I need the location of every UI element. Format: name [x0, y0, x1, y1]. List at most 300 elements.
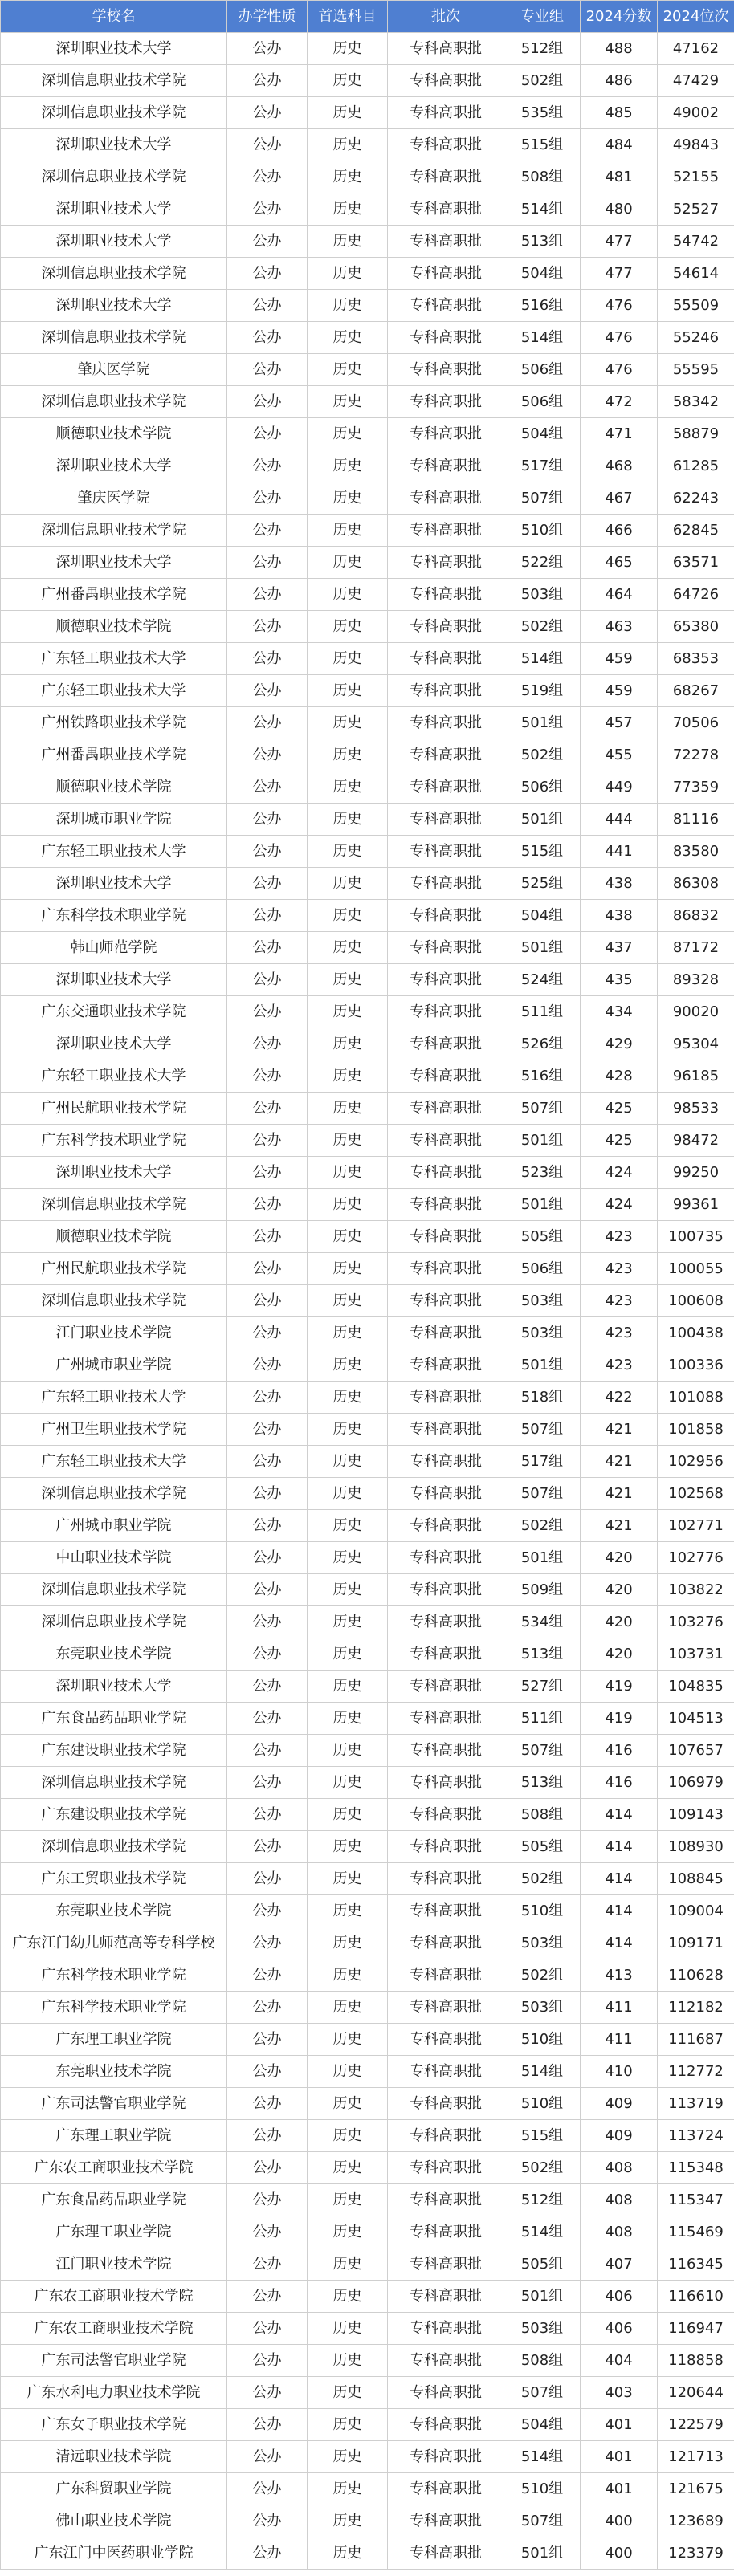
- score-cell: 408: [581, 2184, 658, 2216]
- batch-cell: 专科高职批: [388, 804, 504, 836]
- rank-cell: 49843: [658, 129, 734, 161]
- table-row: [1, 1510, 734, 1542]
- batch-cell: 专科高职批: [388, 900, 504, 932]
- table-row: [1, 1606, 734, 1638]
- school-name-cell: 深圳信息职业技术学院: [1, 386, 227, 418]
- rank-cell: 100055: [658, 1253, 734, 1285]
- school-name-cell: 深圳信息职业技术学院: [1, 65, 227, 97]
- rank-cell: 103822: [658, 1574, 734, 1606]
- major-group-cell: 503组: [504, 1992, 581, 2024]
- primary-subject-cell: 历史: [308, 579, 388, 611]
- batch-cell: 专科高职批: [388, 1799, 504, 1831]
- batch-cell: 专科高职批: [388, 1317, 504, 1349]
- major-group-cell: 506组: [504, 354, 581, 386]
- school-name-cell: 广州番禺职业技术学院: [1, 739, 227, 771]
- rank-cell: 54614: [658, 258, 734, 290]
- major-group-cell: 519组: [504, 675, 581, 707]
- school-type-cell: 公办: [227, 1478, 308, 1510]
- rank-cell: 64726: [658, 579, 734, 611]
- score-cell: 472: [581, 386, 658, 418]
- school-name-cell: 广东食品药品职业学院: [1, 1703, 227, 1735]
- school-type-cell: 公办: [227, 97, 308, 129]
- rank-cell: 52527: [658, 193, 734, 226]
- major-group-cell: 508组: [504, 1799, 581, 1831]
- school-type-cell: 公办: [227, 1895, 308, 1927]
- major-group-cell: 507组: [504, 2377, 581, 2409]
- school-type-cell: 公办: [227, 1093, 308, 1125]
- score-cell: 410: [581, 2056, 658, 2088]
- table-row: [1, 2281, 734, 2313]
- score-cell: 416: [581, 1767, 658, 1799]
- batch-cell: 专科高职批: [388, 1735, 504, 1767]
- major-group-cell: 501组: [504, 1125, 581, 1157]
- major-group-cell: 504组: [504, 900, 581, 932]
- batch-cell: 专科高职批: [388, 1542, 504, 1574]
- table-row: [1, 129, 734, 161]
- school-type-cell: 公办: [227, 1767, 308, 1799]
- primary-subject-cell: 历史: [308, 2024, 388, 2056]
- school-name-cell: 东莞职业技术学院: [1, 2056, 227, 2088]
- table-row: [1, 579, 734, 611]
- school-type-cell: 公办: [227, 1703, 308, 1735]
- rank-cell: 98472: [658, 1125, 734, 1157]
- school-name-cell: 深圳职业技术大学: [1, 226, 227, 258]
- score-cell: 467: [581, 482, 658, 515]
- score-cell: 424: [581, 1189, 658, 1221]
- rank-cell: 103276: [658, 1606, 734, 1638]
- primary-subject-cell: 历史: [308, 1446, 388, 1478]
- table-row: [1, 1831, 734, 1863]
- table-row: [1, 932, 734, 964]
- rank-cell: 123379: [658, 2537, 734, 2570]
- school-type-cell: 公办: [227, 1831, 308, 1863]
- school-name-cell: 深圳信息职业技术学院: [1, 97, 227, 129]
- batch-cell: 专科高职批: [388, 1093, 504, 1125]
- score-cell: 488: [581, 33, 658, 65]
- major-group-cell: 506组: [504, 386, 581, 418]
- rank-cell: 77359: [658, 771, 734, 804]
- major-group-cell: 526组: [504, 1028, 581, 1060]
- major-group-cell: 505组: [504, 2248, 581, 2281]
- primary-subject-cell: 历史: [308, 996, 388, 1028]
- table-row: [1, 2120, 734, 2152]
- score-cell: 408: [581, 2152, 658, 2184]
- major-group-cell: 507组: [504, 1735, 581, 1767]
- school-name-cell: 深圳信息职业技术学院: [1, 1831, 227, 1863]
- table-row: [1, 1735, 734, 1767]
- primary-subject-cell: 历史: [308, 643, 388, 675]
- rank-cell: 101858: [658, 1414, 734, 1446]
- score-cell: 419: [581, 1671, 658, 1703]
- major-group-cell: 523组: [504, 1157, 581, 1189]
- batch-cell: 专科高职批: [388, 1125, 504, 1157]
- batch-cell: 专科高职批: [388, 386, 504, 418]
- school-name-cell: 广东轻工职业技术大学: [1, 643, 227, 675]
- major-group-cell: 510组: [504, 2088, 581, 2120]
- primary-subject-cell: 历史: [308, 450, 388, 482]
- major-group-cell: 507组: [504, 1478, 581, 1510]
- batch-cell: 专科高职批: [388, 1349, 504, 1382]
- school-name-cell: 深圳信息职业技术学院: [1, 1574, 227, 1606]
- primary-subject-cell: 历史: [308, 2088, 388, 2120]
- batch-cell: 专科高职批: [388, 1382, 504, 1414]
- school-name-cell: 广东科贸职业学院: [1, 2473, 227, 2505]
- table-row: [1, 1863, 734, 1895]
- rank-cell: 90020: [658, 996, 734, 1028]
- batch-cell: 专科高职批: [388, 1285, 504, 1317]
- rank-cell: 102568: [658, 1478, 734, 1510]
- school-type-cell: 公办: [227, 1992, 308, 2024]
- rank-cell: 104835: [658, 1671, 734, 1703]
- major-group-cell: 503组: [504, 1285, 581, 1317]
- primary-subject-cell: 历史: [308, 739, 388, 771]
- batch-cell: 专科高职批: [388, 1959, 504, 1992]
- batch-cell: 专科高职批: [388, 675, 504, 707]
- major-group-cell: 513组: [504, 1767, 581, 1799]
- rank-cell: 111687: [658, 2024, 734, 2056]
- school-name-cell: 深圳信息职业技术学院: [1, 1767, 227, 1799]
- table-row: [1, 707, 734, 739]
- major-group-cell: 502组: [504, 1510, 581, 1542]
- table-row: [1, 1542, 734, 1574]
- table-row: [1, 1253, 734, 1285]
- school-type-cell: 公办: [227, 193, 308, 226]
- major-group-cell: 516组: [504, 1060, 581, 1093]
- batch-cell: 专科高职批: [388, 2313, 504, 2345]
- score-cell: 423: [581, 1221, 658, 1253]
- table-row: [1, 2345, 734, 2377]
- school-name-cell: 深圳信息职业技术学院: [1, 258, 227, 290]
- score-cell: 409: [581, 2120, 658, 2152]
- primary-subject-cell: 历史: [308, 1895, 388, 1927]
- batch-cell: 专科高职批: [388, 707, 504, 739]
- table-row: [1, 804, 734, 836]
- primary-subject-cell: 历史: [308, 1414, 388, 1446]
- score-cell: 459: [581, 643, 658, 675]
- score-cell: 404: [581, 2345, 658, 2377]
- school-name-cell: 广州城市职业学院: [1, 1349, 227, 1382]
- school-type-cell: 公办: [227, 1060, 308, 1093]
- batch-cell: 专科高职批: [388, 1253, 504, 1285]
- major-group-cell: 502组: [504, 65, 581, 97]
- table-row: [1, 1221, 734, 1253]
- school-type-cell: 公办: [227, 33, 308, 65]
- batch-cell: 专科高职批: [388, 2537, 504, 2570]
- table-row: [1, 1125, 734, 1157]
- batch-cell: 专科高职批: [388, 450, 504, 482]
- school-type-cell: 公办: [227, 611, 308, 643]
- rank-cell: 100336: [658, 1349, 734, 1382]
- table-row: [1, 2024, 734, 2056]
- major-group-cell: 513组: [504, 226, 581, 258]
- table-row: [1, 1959, 734, 1992]
- score-cell: 423: [581, 1317, 658, 1349]
- school-type-cell: 公办: [227, 2184, 308, 2216]
- rank-cell: 70506: [658, 707, 734, 739]
- rank-cell: 98533: [658, 1093, 734, 1125]
- primary-subject-cell: 历史: [308, 2184, 388, 2216]
- primary-subject-cell: 历史: [308, 258, 388, 290]
- primary-subject-cell: 历史: [308, 964, 388, 996]
- batch-cell: 专科高职批: [388, 1157, 504, 1189]
- school-name-cell: 广东轻工职业技术大学: [1, 1446, 227, 1478]
- school-name-cell: 深圳职业技术大学: [1, 1671, 227, 1703]
- batch-cell: 专科高职批: [388, 97, 504, 129]
- school-type-cell: 公办: [227, 1638, 308, 1671]
- batch-cell: 专科高职批: [388, 258, 504, 290]
- rank-cell: 62243: [658, 482, 734, 515]
- school-name-cell: 广东建设职业技术学院: [1, 1735, 227, 1767]
- primary-subject-cell: 历史: [308, 1253, 388, 1285]
- table-row: [1, 97, 734, 129]
- school-name-cell: 广东江门幼儿师范高等专科学校: [1, 1927, 227, 1959]
- school-type-cell: 公办: [227, 226, 308, 258]
- major-group-cell: 514组: [504, 193, 581, 226]
- primary-subject-cell: 历史: [308, 2441, 388, 2473]
- batch-cell: 专科高职批: [388, 611, 504, 643]
- table-row: [1, 2377, 734, 2409]
- rank-cell: 65380: [658, 611, 734, 643]
- table-row: [1, 2505, 734, 2537]
- rank-cell: 116610: [658, 2281, 734, 2313]
- score-cell: 476: [581, 354, 658, 386]
- table-row: [1, 900, 734, 932]
- batch-cell: 专科高职批: [388, 2216, 504, 2248]
- score-cell: 400: [581, 2537, 658, 2570]
- primary-subject-cell: 历史: [308, 1189, 388, 1221]
- rank-cell: 113724: [658, 2120, 734, 2152]
- school-name-cell: 广东司法警官职业学院: [1, 2088, 227, 2120]
- school-type-cell: 公办: [227, 707, 308, 739]
- major-group-cell: 522组: [504, 547, 581, 579]
- school-type-cell: 公办: [227, 2537, 308, 2570]
- score-cell: 464: [581, 579, 658, 611]
- batch-cell: 专科高职批: [388, 2473, 504, 2505]
- school-type-cell: 公办: [227, 2473, 308, 2505]
- school-type-cell: 公办: [227, 739, 308, 771]
- primary-subject-cell: 历史: [308, 1093, 388, 1125]
- school-type-cell: 公办: [227, 161, 308, 193]
- school-name-cell: 深圳职业技术大学: [1, 547, 227, 579]
- table-row: [1, 418, 734, 450]
- table-row: [1, 322, 734, 354]
- table-body: [1, 33, 734, 2570]
- major-group-cell: 517组: [504, 1446, 581, 1478]
- table-row: [1, 161, 734, 193]
- score-cell: 423: [581, 1285, 658, 1317]
- score-cell: 413: [581, 1959, 658, 1992]
- school-type-cell: 公办: [227, 450, 308, 482]
- score-cell: 438: [581, 868, 658, 900]
- major-group-cell: 503组: [504, 1927, 581, 1959]
- header-batch: 批次: [388, 1, 504, 33]
- primary-subject-cell: 历史: [308, 482, 388, 515]
- table-row: [1, 1060, 734, 1093]
- score-cell: 428: [581, 1060, 658, 1093]
- school-type-cell: 公办: [227, 2120, 308, 2152]
- score-cell: 421: [581, 1414, 658, 1446]
- primary-subject-cell: 历史: [308, 1221, 388, 1253]
- school-name-cell: 深圳职业技术大学: [1, 33, 227, 65]
- batch-cell: 专科高职批: [388, 1606, 504, 1638]
- table-row: [1, 1895, 734, 1927]
- batch-cell: 专科高职批: [388, 33, 504, 65]
- batch-cell: 专科高职批: [388, 2056, 504, 2088]
- primary-subject-cell: 历史: [308, 836, 388, 868]
- table-row: [1, 2473, 734, 2505]
- primary-subject-cell: 历史: [308, 675, 388, 707]
- major-group-cell: 514组: [504, 2441, 581, 2473]
- table-row: [1, 2313, 734, 2345]
- major-group-cell: 503组: [504, 579, 581, 611]
- table-row: [1, 1799, 734, 1831]
- school-type-cell: 公办: [227, 354, 308, 386]
- primary-subject-cell: 历史: [308, 161, 388, 193]
- school-name-cell: 深圳职业技术大学: [1, 129, 227, 161]
- batch-cell: 专科高职批: [388, 1510, 504, 1542]
- rank-cell: 89328: [658, 964, 734, 996]
- primary-subject-cell: 历史: [308, 515, 388, 547]
- header-score-2024: 2024分数: [581, 1, 658, 33]
- primary-subject-cell: 历史: [308, 2120, 388, 2152]
- primary-subject-cell: 历史: [308, 1863, 388, 1895]
- primary-subject-cell: 历史: [308, 2377, 388, 2409]
- school-type-cell: 公办: [227, 1349, 308, 1382]
- score-cell: 466: [581, 515, 658, 547]
- rank-cell: 103731: [658, 1638, 734, 1671]
- school-type-cell: 公办: [227, 964, 308, 996]
- score-cell: 407: [581, 2248, 658, 2281]
- score-cell: 449: [581, 771, 658, 804]
- primary-subject-cell: 历史: [308, 2313, 388, 2345]
- rank-cell: 109004: [658, 1895, 734, 1927]
- score-cell: 411: [581, 2024, 658, 2056]
- school-name-cell: 江门职业技术学院: [1, 1317, 227, 1349]
- school-name-cell: 深圳职业技术大学: [1, 1028, 227, 1060]
- school-type-cell: 公办: [227, 579, 308, 611]
- batch-cell: 专科高职批: [388, 2409, 504, 2441]
- school-type-cell: 公办: [227, 2281, 308, 2313]
- school-type-cell: 公办: [227, 1317, 308, 1349]
- school-type-cell: 公办: [227, 2152, 308, 2184]
- batch-cell: 专科高职批: [388, 1221, 504, 1253]
- school-name-cell: 深圳职业技术大学: [1, 290, 227, 322]
- school-type-cell: 公办: [227, 996, 308, 1028]
- school-type-cell: 公办: [227, 804, 308, 836]
- rank-cell: 116345: [658, 2248, 734, 2281]
- primary-subject-cell: 历史: [308, 2505, 388, 2537]
- school-name-cell: 广东轻工职业技术大学: [1, 675, 227, 707]
- major-group-cell: 510组: [504, 1895, 581, 1927]
- school-type-cell: 公办: [227, 482, 308, 515]
- score-cell: 457: [581, 707, 658, 739]
- primary-subject-cell: 历史: [308, 547, 388, 579]
- major-group-cell: 501组: [504, 707, 581, 739]
- score-cell: 423: [581, 1349, 658, 1382]
- table-row: [1, 33, 734, 65]
- school-type-cell: 公办: [227, 1735, 308, 1767]
- school-name-cell: 广东轻工职业技术大学: [1, 1382, 227, 1414]
- table-row: [1, 515, 734, 547]
- major-group-cell: 527组: [504, 1671, 581, 1703]
- school-name-cell: 广东农工商职业技术学院: [1, 2152, 227, 2184]
- school-name-cell: 东莞职业技术学院: [1, 1638, 227, 1671]
- score-cell: 485: [581, 97, 658, 129]
- table-row: [1, 2056, 734, 2088]
- score-cell: 476: [581, 290, 658, 322]
- score-cell: 421: [581, 1478, 658, 1510]
- table-row: [1, 1157, 734, 1189]
- batch-cell: 专科高职批: [388, 1767, 504, 1799]
- major-group-cell: 503组: [504, 2313, 581, 2345]
- primary-subject-cell: 历史: [308, 804, 388, 836]
- major-group-cell: 534组: [504, 1606, 581, 1638]
- score-cell: 419: [581, 1703, 658, 1735]
- table-row: [1, 1317, 734, 1349]
- rank-cell: 115469: [658, 2216, 734, 2248]
- score-cell: 420: [581, 1574, 658, 1606]
- rank-cell: 61285: [658, 450, 734, 482]
- primary-subject-cell: 历史: [308, 707, 388, 739]
- primary-subject-cell: 历史: [308, 1285, 388, 1317]
- major-group-cell: 507组: [504, 1093, 581, 1125]
- score-cell: 480: [581, 193, 658, 226]
- table-row: [1, 611, 734, 643]
- major-group-cell: 514组: [504, 643, 581, 675]
- score-cell: 484: [581, 129, 658, 161]
- primary-subject-cell: 历史: [308, 1703, 388, 1735]
- primary-subject-cell: 历史: [308, 1125, 388, 1157]
- major-group-cell: 502组: [504, 611, 581, 643]
- major-group-cell: 506组: [504, 771, 581, 804]
- school-type-cell: 公办: [227, 2088, 308, 2120]
- major-group-cell: 516组: [504, 290, 581, 322]
- primary-subject-cell: 历史: [308, 2056, 388, 2088]
- score-cell: 420: [581, 1542, 658, 1574]
- major-group-cell: 506组: [504, 1253, 581, 1285]
- major-group-cell: 510组: [504, 2473, 581, 2505]
- school-name-cell: 顺德职业技术学院: [1, 611, 227, 643]
- school-type-cell: 公办: [227, 386, 308, 418]
- score-cell: 468: [581, 450, 658, 482]
- score-cell: 401: [581, 2441, 658, 2473]
- primary-subject-cell: 历史: [308, 1317, 388, 1349]
- rank-cell: 102776: [658, 1542, 734, 1574]
- primary-subject-cell: 历史: [308, 226, 388, 258]
- school-type-cell: 公办: [227, 836, 308, 868]
- school-name-cell: 广东科学技术职业学院: [1, 1125, 227, 1157]
- school-type-cell: 公办: [227, 2345, 308, 2377]
- primary-subject-cell: 历史: [308, 386, 388, 418]
- primary-subject-cell: 历史: [308, 1638, 388, 1671]
- header-row: [1, 1, 734, 33]
- score-cell: 408: [581, 2216, 658, 2248]
- score-cell: 438: [581, 900, 658, 932]
- school-type-cell: 公办: [227, 515, 308, 547]
- rank-cell: 112772: [658, 2056, 734, 2088]
- batch-cell: 专科高职批: [388, 1927, 504, 1959]
- rank-cell: 108845: [658, 1863, 734, 1895]
- school-name-cell: 广州民航职业技术学院: [1, 1093, 227, 1125]
- batch-cell: 专科高职批: [388, 579, 504, 611]
- school-type-cell: 公办: [227, 1125, 308, 1157]
- major-group-cell: 514组: [504, 2216, 581, 2248]
- table-row: [1, 1414, 734, 1446]
- primary-subject-cell: 历史: [308, 1349, 388, 1382]
- score-cell: 486: [581, 65, 658, 97]
- score-cell: 424: [581, 1157, 658, 1189]
- batch-cell: 专科高职批: [388, 1703, 504, 1735]
